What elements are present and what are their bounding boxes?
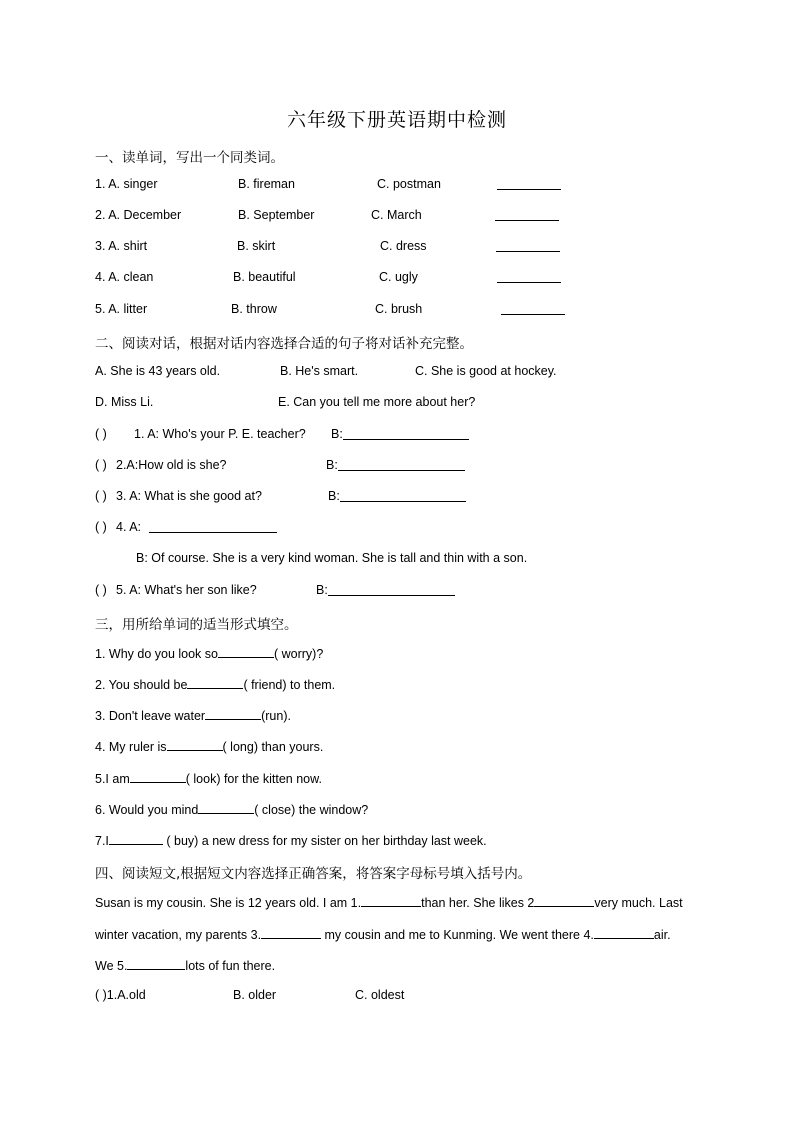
s2-q3-b-label: B:: [328, 489, 340, 503]
s3-item-7: [95, 832, 487, 848]
s1-row5-b: B. throw: [231, 302, 277, 316]
s1-row4-b: B. beautiful: [233, 270, 296, 284]
s3-item-6-post: ( close) the window?: [254, 803, 369, 817]
s4-q1-option-b: B. older: [233, 988, 277, 1002]
s3-item-1-blank[interactable]: [218, 645, 274, 658]
s4-blank-3[interactable]: [261, 926, 321, 939]
s4-p2-part-a: winter vacation, my parents 3.: [95, 928, 262, 942]
s4-p1-part-b: than her. She likes 2: [421, 896, 535, 910]
s4-q1-option-c: C. oldest: [355, 988, 405, 1002]
s4-p2-part-c: air.: [653, 928, 671, 942]
s3-item-2-post: ( friend) to them.: [243, 678, 336, 692]
s2-q4-bracket[interactable]: ( ): [95, 520, 107, 534]
s1-row4-answer-line[interactable]: [497, 282, 561, 283]
s2-option-a: A. She is 43 years old.: [95, 364, 221, 378]
s4-p1-part-c: very much. Last: [594, 896, 683, 910]
s2-option-b: B. He's smart.: [280, 364, 359, 378]
s3-item-2-blank[interactable]: [187, 676, 243, 689]
s3-item-2: [95, 676, 335, 692]
s2-q5-b-label: B:: [316, 583, 328, 597]
s2-q1-bracket[interactable]: ( ): [95, 427, 107, 441]
page-title: 六年级下册英语期中检测: [286, 109, 507, 131]
s2-q4-response: B: Of course. She is a very kind woman. She is tall and thin with a son.: [136, 551, 528, 565]
s1-row5-answer-line[interactable]: [501, 314, 565, 315]
section-3-heading: 三，用所给单词的适当形式填空。: [95, 617, 298, 633]
s2-q1-b-label: B:: [331, 427, 343, 441]
s2-q3-bracket[interactable]: ( ): [95, 489, 107, 503]
s3-item-5-post: ( look) for the kitten now.: [185, 772, 322, 786]
section-2-heading: 二、阅读对话，根据对话内容选择合适的句子将对话补充完整。: [95, 336, 473, 352]
s2-option-d: D. Miss Li.: [95, 395, 154, 409]
s1-row1-a: 1. A. singer: [95, 177, 158, 191]
s4-p3-part-a: We 5.: [95, 959, 128, 973]
s3-item-6: [95, 801, 368, 817]
s3-item-3-pre: 3. Don't leave water: [95, 709, 206, 723]
s4-q1-option-a[interactable]: ( )1.A.old: [95, 988, 146, 1002]
s2-q2-b-label: B:: [326, 458, 338, 472]
s3-item-5: [95, 770, 322, 786]
s3-item-7-blank[interactable]: [109, 832, 163, 845]
s2-q5-text: 5. A: What's her son like?: [116, 583, 257, 597]
s4-passage-line-2: [95, 926, 671, 942]
s3-item-1-pre: 1. Why do you look so: [95, 647, 218, 661]
s3-item-4-pre: 4. My ruler is: [95, 740, 167, 754]
s1-row5-c: C. brush: [375, 302, 423, 316]
s1-row2-b: B. September: [238, 208, 315, 222]
s1-row4-c: C. ugly: [379, 270, 418, 284]
s1-row1-b: B. fireman: [238, 177, 295, 191]
s2-q5-answer-line[interactable]: [328, 595, 455, 596]
s2-q4-answer-line[interactable]: [149, 532, 277, 533]
s1-row2-answer-line[interactable]: [495, 220, 559, 221]
s1-row4-a: 4. A. clean: [95, 270, 154, 284]
s2-q1-text: 1. A: Who's your P. E. teacher?: [134, 427, 306, 441]
s3-item-7-post: ( buy) a new dress for my sister on her birthday last week.: [162, 834, 487, 848]
section-1-heading: 一、读单词，写出一个同类词。: [95, 150, 284, 166]
s3-item-7-pre: 7.I: [95, 834, 109, 848]
s2-option-e: E. Can you tell me more about her?: [278, 395, 476, 409]
s3-item-3-blank[interactable]: [205, 707, 261, 720]
s3-item-1: [95, 645, 323, 661]
s3-item-3: [95, 707, 291, 723]
s4-blank-2[interactable]: [534, 894, 594, 907]
s2-option-c: C. She is good at hockey.: [415, 364, 557, 378]
s3-item-2-pre: 2. You should be: [95, 678, 188, 692]
s1-row1-answer-line[interactable]: [497, 189, 561, 190]
s3-item-3-post: (run).: [261, 709, 291, 723]
s4-blank-5[interactable]: [127, 957, 185, 970]
s3-item-6-pre: 6. Would you mind: [95, 803, 199, 817]
s1-row2-a: 2. A. December: [95, 208, 182, 222]
s1-row3-answer-line[interactable]: [496, 251, 560, 252]
s4-p2-part-b: my cousin and me to Kunming. We went there 4.: [321, 928, 594, 942]
s4-p1-part-a: Susan is my cousin. She is 12 years old. I am 1.: [95, 896, 362, 910]
s1-row3-c: C. dress: [380, 239, 427, 253]
s1-row5-a: 5. A. litter: [95, 302, 148, 316]
s4-blank-4[interactable]: [594, 926, 654, 939]
section-4-heading: 四、阅读短文,根据短文内容选择正确答案，将答案字母标号填入括号内。: [95, 866, 532, 882]
s3-item-4-blank[interactable]: [167, 738, 223, 751]
s4-passage-line-1: [95, 894, 683, 910]
s2-q3-text: 3. A: What is she good at?: [116, 489, 262, 503]
s2-q4-text: 4. A:: [116, 520, 142, 534]
s4-blank-1[interactable]: [361, 894, 421, 907]
s3-item-5-pre: 5.I am: [95, 772, 130, 786]
s3-item-4-post: ( long) than yours.: [222, 740, 324, 754]
s4-p3-part-b: lots of fun there.: [185, 959, 276, 973]
s2-q5-bracket[interactable]: ( ): [95, 583, 107, 597]
s1-row3-b: B. skirt: [237, 239, 276, 253]
s1-row1-c: C. postman: [377, 177, 441, 191]
s2-q1-answer-line[interactable]: [343, 439, 469, 440]
s2-q3-answer-line[interactable]: [340, 501, 466, 502]
s3-item-6-blank[interactable]: [198, 801, 254, 814]
s3-item-1-post: ( worry)?: [273, 647, 324, 661]
s2-q2-bracket[interactable]: ( ): [95, 458, 107, 472]
s2-q2-text: 2.A:How old is she?: [116, 458, 227, 472]
s4-passage-line-3: [95, 957, 275, 973]
s3-item-4: [95, 738, 323, 754]
s1-row2-c: C. March: [371, 208, 422, 222]
s1-row3-a: 3. A. shirt: [95, 239, 148, 253]
s2-q2-answer-line[interactable]: [338, 470, 465, 471]
s3-item-5-blank[interactable]: [130, 770, 186, 783]
